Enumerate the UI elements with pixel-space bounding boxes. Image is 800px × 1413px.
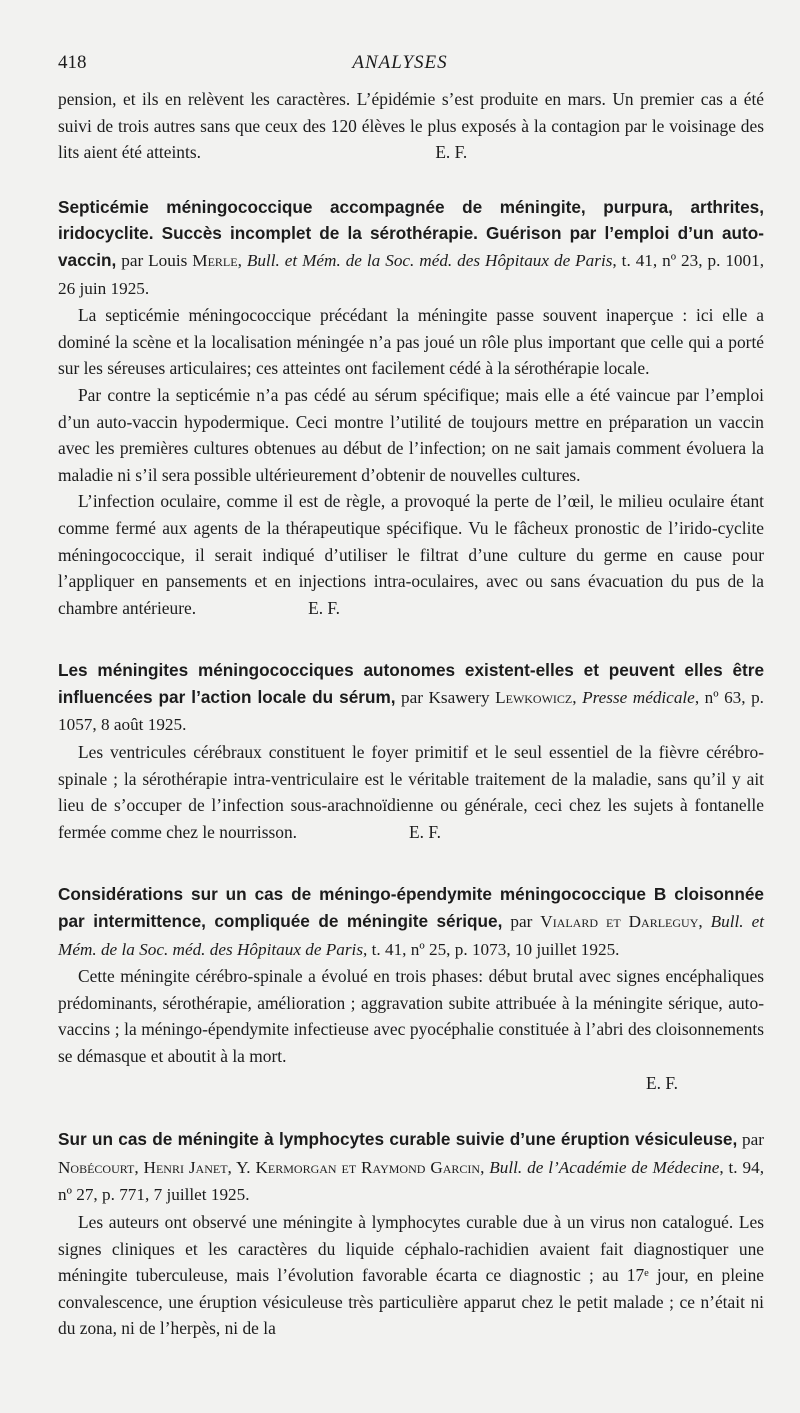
ref-par: par Ksawery [395, 687, 496, 707]
article-paragraph: Par contre la septicémie n’a pas cédé au sérum spécifique; mais elle a été vaincue par l’emploi d’un auto-vaccin hypodermique. Ceci montre l’utilité de toujours mettre en préparation un vaccin avec les premières cultures obtenues au début de l’infection; on ne sait jamais comment évoluera la maladie ni s’il sera possible ultérieurement d’obtenir de nouvelles cultures. [58, 384, 764, 485]
ref-details: , t. 41, nº 23, p. 1001, 26 juin 1925. [58, 250, 765, 298]
article-signature: E. F. [409, 821, 441, 842]
ref-authors: Vialard et Darleguy [540, 912, 699, 932]
article-paragraph-text: L’infection oculaire, comme il est de règle, a provoqué la perte de l’œil, le milieu oculaire étant comme fermé aux agents de la thérapeutique spécifique. Vu le fâcheux pronostic de l’irido-cyclite méningococcique, il serait indiqué d’utiliser le filtrat d’une culture du germe en cause pour l’appliquer en pansements et en injections intra-oculaires, avec ou sans évacuation du pus de la chambre antérieure. [58, 491, 764, 618]
article-heading [58, 194, 764, 302]
intro-paragraph [58, 86, 764, 166]
ref-par: par Louis [116, 250, 193, 270]
intro-signature: E. F. [435, 142, 468, 163]
ref-authors: Merle [192, 250, 238, 270]
ref-authors: Lewkowicz [495, 687, 573, 707]
article-paragraph: Les auteurs ont observé une méningite à lymphocytes curable due à un virus non catalogué. Les signes cliniques et les caractères du liquide céphalo-rachidien avaient fait diagnostiquer une méningite tuberculeuse, mais l’évolution favorable écarta ce diagnostic ; au 17ᵉ jour, en pleine convalescence, une éruption vésiculeuse très particulière apparut chez le petit malade ; ce n’était ni du zona, ni de l’herpès, ni de la [58, 1211, 764, 1339]
article-heading [58, 881, 764, 963]
intro-text: pension, et ils en relèvent les caractères. L’épidémie s’est produite en mars. Un premier cas a été suivi de trois autres sans que ceux des 120 élèves le plus exposés à la contagion par le voisinage des lits aient été atteints. [58, 89, 764, 163]
ref-sep: , [698, 912, 711, 932]
article-paragraph [58, 739, 764, 845]
running-title: ANALYSES [352, 52, 448, 73]
ref-details: , t. 41, nº 25, p. 1073, 10 juillet 1925. [363, 939, 620, 959]
ref-par: par [737, 1130, 764, 1150]
article-paragraph [58, 488, 764, 621]
ref-details: , nº 63, p. 1057, 8 août 1925. [58, 687, 764, 735]
article-4 [58, 1126, 764, 1342]
page-body [58, 86, 764, 1342]
ref-sep: , [480, 1157, 490, 1177]
article-signature: E. F. [308, 597, 341, 618]
article-3 [58, 881, 764, 1096]
page-header [58, 52, 742, 76]
article-heading [58, 1126, 764, 1209]
article-signature: E. F. [646, 1072, 678, 1093]
ref-authors: Nobécourt, Henri Janet, Y. Kermorgan et Raymond Garcin [58, 1157, 481, 1177]
article-1 [58, 194, 764, 622]
article-paragraph: Cette méningite cérébro-spinale a évolué en trois phases: début brutal avec signes encéphaliques prédominants, sérothérapie, amélioration ; aggravation subite attribuée à la méningite sérique, auto-vaccins ; la méningo-épendymite infectieuse avec pyocéphalie constituée à l’abri des cloisonnements se démasque et aboutit à la mort. [58, 966, 764, 1066]
ref-journal: Bull. de l’Académie de Médecine [489, 1157, 720, 1177]
article-heading [58, 657, 764, 739]
article-2 [58, 657, 764, 845]
article-title: Considérations sur un cas de méningo-épendymite méningococcique B cloisonnée par intermittence, compliquée de méningite sérique, [58, 884, 764, 932]
article-paragraph: La septicémie méningococcique précédant la méningite passe souvent inaperçue : ici elle a dominé la scène et la localisation méningée n’a pas joué un rôle plus important que celle qui a porté sur les séreuses articulaires; ces atteintes ont facilement cédé à la sérothérapie locale. [58, 305, 764, 379]
ref-journal: Bull. et Mém. de la Soc. méd. des Hôpitaux de Paris [246, 250, 613, 270]
article-title: Sur un cas de méningite à lymphocytes curable suivie d’une éruption vésiculeuse, [58, 1129, 738, 1150]
ref-sep: , [572, 687, 583, 707]
ref-journal: Presse médicale [582, 687, 695, 707]
article-title: Les méningites méningococciques autonomes existent-elles et peuvent elles être influencées par l’action locale du sérum, [58, 660, 764, 707]
ref-sep: , [237, 250, 247, 270]
article-paragraph-text: Les ventricules cérébraux constituent le foyer primitif et le seul essentiel de la fièvre cérébro-spinale ; la sérothérapie intra-ventriculaire est le véritable traitement de la maladie, sans qu’il y ait lieu de s’occuper de l’infection sous-arachnoïdienne ou générale, ceci chez les sujets à fontanelle fermée comme chez le nourrisson. [58, 742, 764, 842]
ref-journal: Bull. et Mém. de la Soc. méd. des Hôpitaux de Paris [58, 912, 764, 959]
ref-details: , t. 94, nº 27, p. 771, 7 juillet 1925. [58, 1157, 764, 1205]
ref-par: par [502, 912, 541, 932]
article-title: Septicémie méningococcique accompagnée de méningite, purpura, arthrites, iridocyclite. Succès incomplet de la sérothérapie. Guérison par l’emploi d’un auto-vaccin, [58, 196, 764, 270]
page-number: 418 [58, 52, 87, 73]
